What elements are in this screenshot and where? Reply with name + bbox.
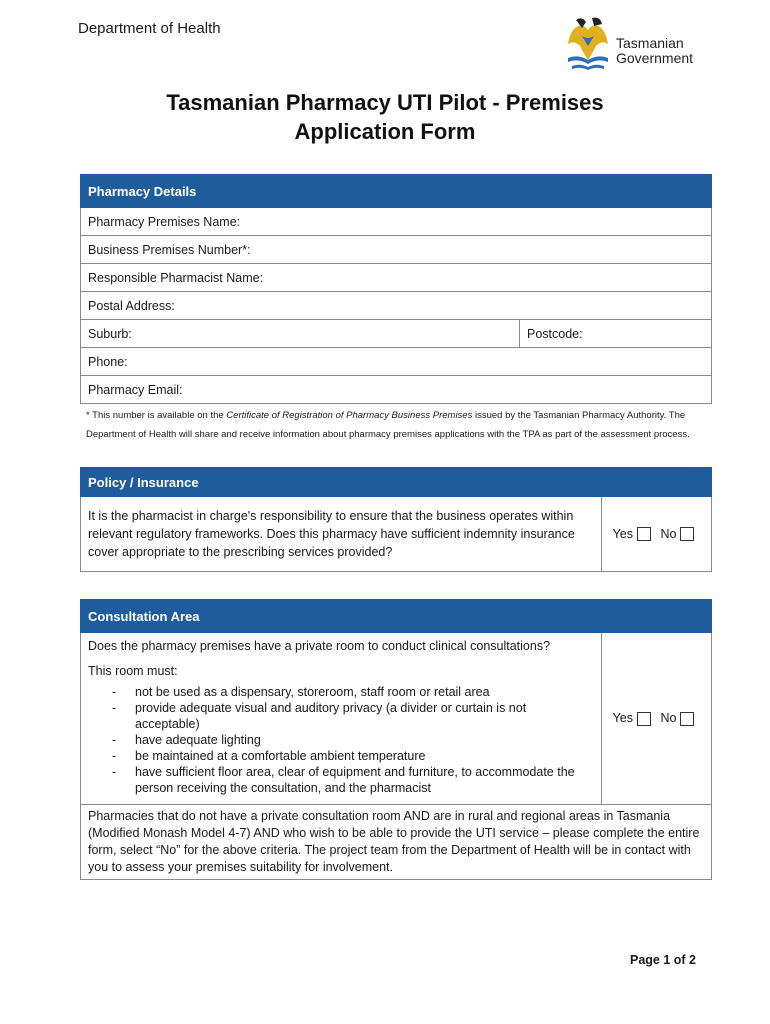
consultation-note: Pharmacies that do not have a private consultation room AND are in rural and regional areas in Tasmania (Modified Monash Model 4-7) AND who wish to be able to provide the UTI service – please complete the entire form, select “No” for the above criteria. The project team from the Department of Health will be in contact with you to assess your premises suitability for involvement. (81, 805, 712, 880)
list-item: - have adequate lighting (112, 732, 594, 748)
list-item: - be maintained at a comfortable ambient temperature (112, 748, 594, 764)
policy-question: It is the pharmacist in charge's responsibility to ensure that the business operates within relevant regulatory frameworks. Does this pharmacy have sufficient indemnity insurance cover appropriate to the prescribing services provided? (81, 497, 602, 572)
policy-yes-no (602, 497, 712, 572)
footnote (86, 406, 706, 444)
consultation-requirements (81, 633, 602, 805)
consultation-heading: Consultation Area (81, 600, 712, 633)
list-item: - not be used as a dispensary, storeroom, staff room or retail area (112, 684, 594, 700)
consultation-yes-no (602, 633, 712, 805)
title-line1: Tasmanian Pharmacy UTI Pilot - Premises (166, 90, 604, 115)
postal-address-field[interactable]: Postal Address: (81, 292, 712, 320)
business-number-field[interactable]: Business Premises Number*: (81, 236, 712, 264)
logo-text-line1: Tasmanian (616, 35, 684, 51)
list-item: - have sufficient floor area, clear of equipment and furniture, to accommodate the person receiving the consultation, and the pharmacist (112, 764, 594, 796)
email-field[interactable]: Pharmacy Email: (81, 376, 712, 404)
suburb-field[interactable]: Suburb: (81, 320, 520, 348)
requirements-list (88, 684, 594, 796)
consultation-no-checkbox[interactable] (680, 712, 694, 726)
pharmacy-details-heading: Pharmacy Details (81, 175, 712, 208)
department-name: Department of Health (78, 20, 221, 37)
tasmanian-government-logo (562, 16, 712, 70)
title-line2: Application Form (294, 119, 476, 144)
footnote-italic: Certificate of Registration of Pharmacy Business Premises (226, 410, 473, 421)
postcode-field[interactable]: Postcode: (520, 320, 712, 348)
thylacine-emblem-icon (562, 16, 614, 70)
consultation-must: This room must: (88, 664, 178, 678)
premises-name-field[interactable]: Pharmacy Premises Name: (81, 208, 712, 236)
logo-text-line2: Government (616, 50, 694, 66)
consultation-yes-label: Yes (612, 711, 633, 726)
logo-text (616, 36, 693, 66)
phone-field[interactable]: Phone: (81, 348, 712, 376)
policy-no-label: No (660, 526, 677, 541)
policy-no-checkbox[interactable] (680, 527, 694, 541)
page-number: Page 1 of 2 (630, 953, 696, 967)
pharmacy-details-table (80, 174, 712, 404)
consultation-yes-checkbox[interactable] (637, 712, 651, 726)
responsible-pharmacist-field[interactable]: Responsible Pharmacist Name: (81, 264, 712, 292)
policy-yes-checkbox[interactable] (637, 527, 651, 541)
consultation-question: Does the pharmacy premises have a private room to conduct clinical consultations? (88, 639, 551, 653)
consultation-no-label: No (660, 711, 677, 726)
footnote-part1: * This number is available on the (86, 410, 227, 421)
page-title (0, 88, 770, 146)
footnote-part2: issued by the Tasmanian Pharmacy Authority. The Department of Health will share and receive information about pharmacy premises applications with the TPA as part of the assessment process. (86, 410, 690, 440)
policy-yes-label: Yes (612, 526, 633, 541)
consultation-area-table (80, 599, 712, 880)
policy-insurance-table (80, 467, 712, 572)
list-item: - provide adequate visual and auditory privacy (a divider or curtain is not acceptable) (112, 700, 594, 732)
policy-heading: Policy / Insurance (81, 468, 712, 497)
